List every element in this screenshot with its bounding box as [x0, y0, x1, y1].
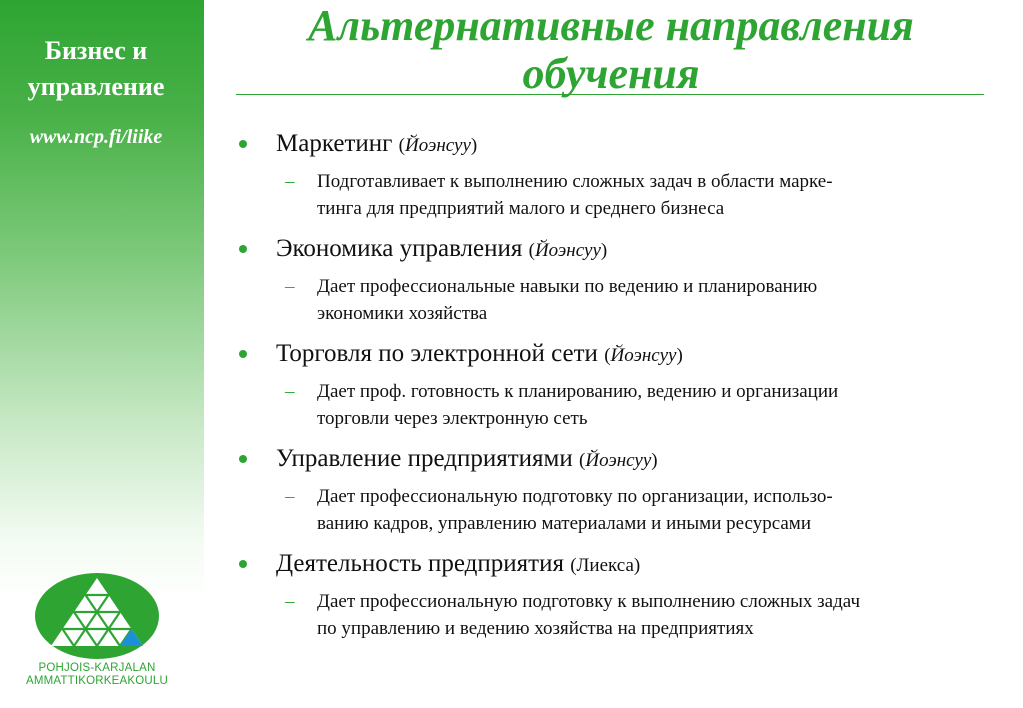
bullet-icon [239, 350, 247, 358]
dash-icon: – [285, 591, 295, 612]
bullet-icon [239, 140, 247, 148]
program-city-name: Йоэнсуу [585, 450, 652, 471]
program-description [236, 378, 1006, 432]
page-title-line2: обучения [522, 49, 700, 98]
program-description-line1: Дает проф. готовность к планированию, ведению и организации [317, 381, 839, 402]
program-description [236, 588, 1006, 642]
program-city-name: Лиекса [576, 555, 634, 576]
logo-text-line2: AMMATTIKORKEAKOULU [25, 675, 169, 687]
sidebar-title-line2: управление [27, 72, 165, 101]
title-underline [236, 94, 984, 95]
program-heading [236, 127, 1006, 163]
program-description-line1: Дает профессиональную подготовку по организации, использо- [317, 486, 833, 507]
logo-text-line1: POHJOIS-KARJALAN [38, 662, 156, 674]
program-city-name: Йоэнсуу [610, 345, 677, 366]
sidebar [0, 0, 204, 708]
dash-icon: – [285, 276, 295, 297]
program-description-line2: ванию кадров, управлению материалами и иными ресурсами [317, 513, 811, 534]
page-title-line1: Альтернативные направления [308, 1, 914, 50]
bullet-icon [239, 245, 247, 253]
program-heading [236, 337, 1006, 373]
program-name: Торговля по электронной сети [276, 340, 598, 367]
program-city: (Йоэнсуу) [398, 135, 478, 156]
dash-icon: – [285, 381, 295, 402]
program-name: Деятельность предприятия [276, 550, 564, 577]
program-description-line2: по управлению и ведению хозяйства на предприятиях [317, 618, 754, 639]
dash-icon: – [285, 171, 295, 192]
program-city: (Йоэнсуу) [604, 345, 683, 366]
list-item [236, 232, 1006, 327]
program-description-line2: экономики хозяйства [317, 303, 488, 324]
list-item [236, 547, 1006, 642]
logo-text [0, 662, 194, 688]
program-heading [236, 232, 1006, 268]
program-city-name: Йоэнсуу [404, 135, 471, 156]
program-name: Маркетинг [276, 130, 393, 157]
program-description-line1: Подготавливает к выполнению сложных задач в области марке- [317, 171, 833, 192]
program-description [236, 168, 1006, 222]
program-city: (Йоэнсуу) [528, 240, 608, 261]
list-item [236, 442, 1006, 537]
page-title [236, 2, 986, 98]
sidebar-title [0, 33, 192, 105]
list-item [236, 127, 1006, 222]
program-description [236, 273, 1006, 327]
bullet-icon [239, 560, 247, 568]
program-heading [236, 442, 1006, 478]
program-name: Экономика управления [276, 235, 523, 262]
dash-icon: – [285, 486, 295, 507]
program-city: (Йоэнсуу) [579, 450, 658, 471]
program-description-line2: тинга для предприятий малого и среднего бизнеса [317, 198, 725, 219]
bullet-icon [239, 455, 247, 463]
list-item [236, 337, 1006, 432]
program-heading [236, 547, 1006, 583]
program-city: (Лиекса) [570, 555, 641, 576]
program-name: Управление предприятиями [276, 445, 573, 472]
program-description [236, 483, 1006, 537]
program-city-name: Йоэнсуу [534, 240, 601, 261]
sidebar-url[interactable]: www.ncp.fi/liike [29, 126, 163, 148]
program-description-line2: торговли через электронную сеть [317, 408, 588, 429]
sidebar-title-line1: Бизнес и [44, 36, 148, 65]
program-description-line1: Дает профессиональные навыки по ведению и планированию [317, 276, 818, 297]
program-list [236, 127, 1006, 652]
program-description-line1: Дает профессиональную подготовку к выполнению сложных задач [317, 591, 861, 612]
triangle-in-oval-logo-icon [34, 572, 160, 660]
